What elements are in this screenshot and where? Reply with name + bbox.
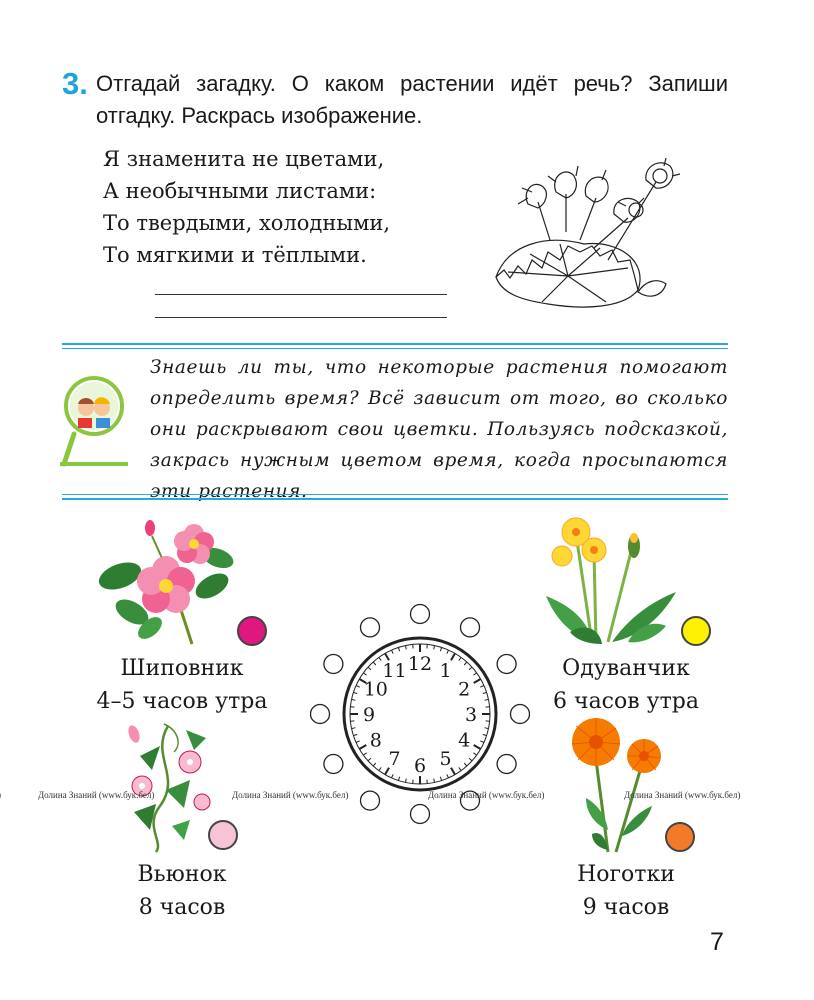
clock-number: 5: [439, 748, 452, 771]
watermark: Долина Знаний (www.бук.бел): [624, 790, 741, 800]
hour-answer-circle[interactable]: [411, 805, 430, 824]
clock-number: 8: [369, 729, 382, 752]
bindweed-color-dot: [208, 820, 238, 850]
info-divider-top: [62, 343, 728, 345]
clock-number: 1: [439, 659, 452, 682]
info-divider-top-thin: [62, 348, 728, 349]
clock-number: 12: [407, 653, 433, 675]
clock-number: 6: [413, 755, 427, 777]
plant-name: Ноготки: [577, 862, 675, 887]
clock-number: 11: [382, 659, 407, 682]
plant-wake-time: 8 часов: [138, 895, 226, 920]
coltsfoot-line-drawing-icon: [488, 152, 693, 310]
hour-answer-circle[interactable]: [361, 791, 380, 810]
marigold-label: [516, 858, 736, 924]
info-text: Знаешь ли ты, что некоторые растения помогают определить время? Всё зависит от того, во сколько они раскрывают свои цветки. Пользуясь подсказкой, закрась нужным цветом время, когда просыпаются эти растения.: [150, 357, 728, 502]
clock-number: 7: [388, 748, 401, 771]
clock-number: 2: [458, 678, 471, 701]
hour-answer-circle[interactable]: [311, 705, 330, 724]
magnifier-kids-icon: [60, 372, 132, 470]
plant-wake-time: 6 часов утра: [553, 689, 699, 714]
hour-answer-circle[interactable]: [324, 755, 343, 774]
riddle-poem: [103, 143, 390, 271]
bindweed-icon: [120, 716, 216, 854]
watermark: Долина Знаний (www.бук.бел): [232, 790, 349, 800]
hour-answer-circle[interactable]: [497, 655, 516, 674]
info-divider-bottom-thin: [62, 494, 728, 495]
hour-answer-circle[interactable]: [497, 755, 516, 774]
task-instructions: Отгадай загадку. О каком растении идёт речь? Запиши отгадку. Раскрась изображение.: [96, 71, 728, 128]
marigold-color-dot: [665, 822, 695, 852]
clock-number: 9: [362, 704, 376, 726]
page-number: 7: [710, 928, 724, 956]
riddle-line: Я знаменита не цветами,: [103, 147, 385, 171]
dandelion-label: [516, 652, 736, 718]
clock-number: 4: [458, 729, 471, 752]
marigold-icon: [556, 714, 676, 854]
bindweed-label: [72, 858, 292, 924]
answer-line[interactable]: [155, 294, 447, 295]
plant-wake-time: 9 часов: [582, 895, 670, 920]
answer-line[interactable]: [155, 317, 447, 318]
riddle-line: То твердыми, холодными,: [103, 211, 391, 235]
rose-label: [72, 652, 292, 718]
rose-color-dot: [237, 616, 267, 646]
watermark: Долина Знаний (www.бук.бел): [38, 790, 155, 800]
riddle-line: То мягкими и тёплыми.: [103, 243, 367, 267]
hour-answer-circle[interactable]: [411, 605, 430, 624]
dandelion-color-dot: [681, 616, 711, 646]
hour-answer-circle[interactable]: [324, 655, 343, 674]
wild-rose-icon: [92, 516, 242, 648]
watermark-fragment: [0, 790, 1, 800]
watermark: Долина Знаний (www.бук.бел): [428, 790, 545, 800]
hour-answer-circle[interactable]: [511, 705, 530, 724]
hour-answer-circle[interactable]: [461, 618, 480, 637]
task-number: 3.: [62, 66, 88, 101]
dandelion-icon: [536, 512, 686, 646]
plant-name: Шиповник: [120, 656, 244, 681]
hour-answer-circle[interactable]: [361, 618, 380, 637]
info-divider-bottom: [62, 498, 728, 500]
riddle-line: А необычными листами:: [103, 179, 377, 203]
plant-name: Вьюнок: [137, 862, 227, 887]
clock-number: 10: [363, 678, 388, 701]
clock-number: 3: [464, 704, 478, 726]
plant-wake-time: 4–5 часов утра: [96, 689, 268, 714]
plant-name: Одуванчик: [562, 656, 690, 681]
